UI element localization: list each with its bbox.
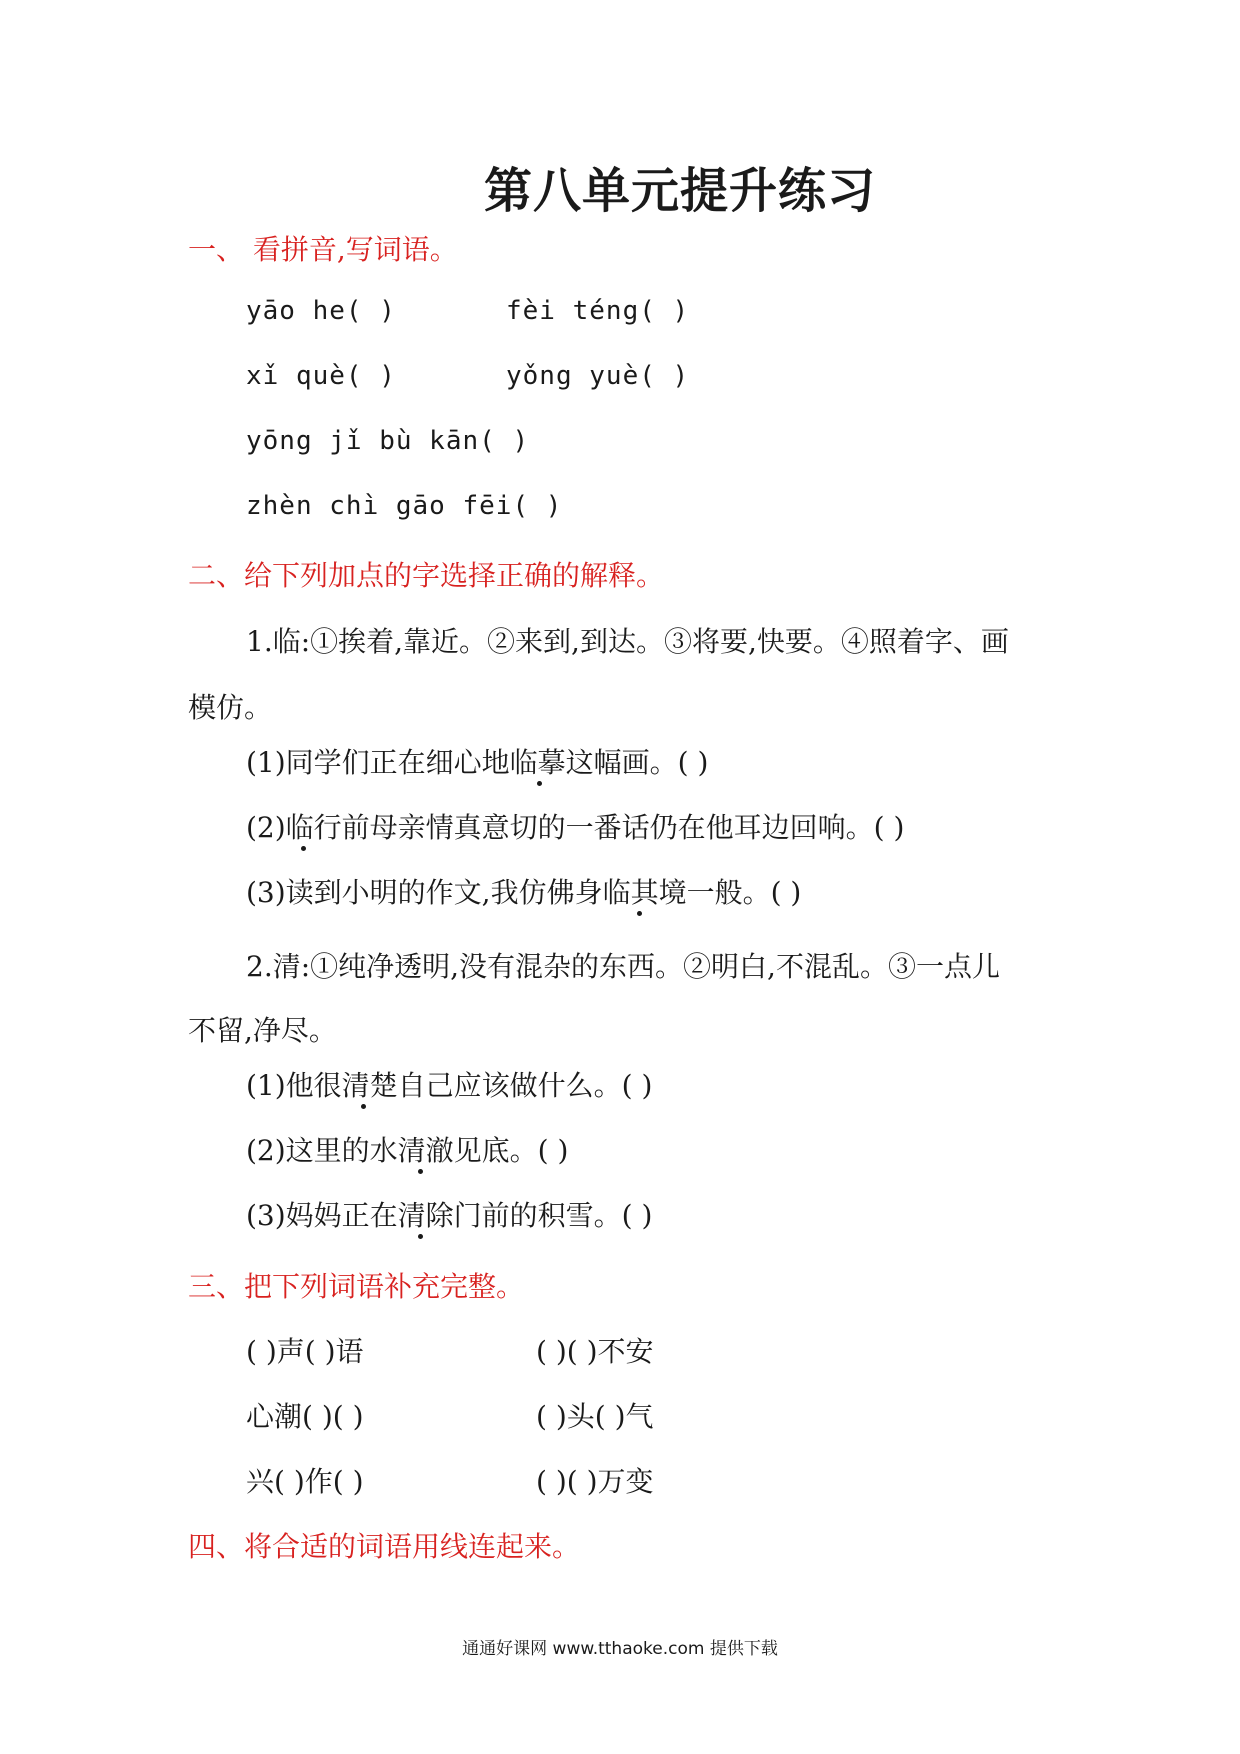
- page-title: 第八单元提升练习: [483, 163, 876, 219]
- definition-line: 模仿。: [188, 691, 273, 724]
- question-item: (1)同学们正在细心地临摹这幅画。( ): [246, 746, 709, 779]
- section-2-heading: 二、给下列加点的字选择正确的解释。: [188, 559, 665, 592]
- section-3-heading: 三、把下列词语补充完整。: [188, 1270, 525, 1303]
- emphasis-dot: [637, 911, 642, 916]
- question-item: (2)这里的水清澈见底。( ): [246, 1134, 569, 1167]
- footer-credit: 通通好课网 www.tthaoke.com 提供下载: [462, 1639, 778, 1659]
- definition-line: 1.临:①挨着,靠近。②来到,到达。③将要,快要。④照着字、画: [246, 625, 1009, 658]
- question-item: (1)他很清楚自己应该做什么。( ): [246, 1069, 653, 1102]
- definition-line: 不留,净尽。: [188, 1014, 337, 1047]
- section-1-heading: 一、 看拼音,写词语。: [188, 233, 458, 266]
- idiom-blank: ( )头( )气: [536, 1400, 654, 1433]
- idiom-blank: 兴( )作( ): [246, 1465, 364, 1498]
- section-4-heading: 四、将合适的词语用线连起来。: [188, 1530, 581, 1563]
- pinyin-item: yǒng yuè( ): [506, 361, 690, 391]
- emphasis-dot: [301, 846, 306, 851]
- idiom-blank: ( )声( )语: [246, 1335, 364, 1368]
- emphasis-dot: [418, 1234, 423, 1239]
- idiom-blank: 心潮( )( ): [246, 1400, 364, 1433]
- question-item: (2)临行前母亲情真意切的一番话仍在他耳边回响。( ): [246, 811, 905, 844]
- definition-line: 2.清:①纯净透明,没有混杂的东西。②明白,不混乱。③一点儿: [246, 950, 1000, 983]
- emphasis-dot: [537, 781, 542, 786]
- pinyin-item: fèi téng( ): [506, 296, 690, 326]
- pinyin-item: xǐ què( ): [246, 361, 396, 391]
- emphasis-dot: [418, 1169, 423, 1174]
- question-item: (3)读到小明的作文,我仿佛身临其境一般。( ): [246, 876, 802, 909]
- question-item: (3)妈妈正在清除门前的积雪。( ): [246, 1199, 653, 1232]
- emphasis-dot: [361, 1104, 366, 1109]
- idiom-blank: ( )( )不安: [536, 1335, 654, 1368]
- pinyin-item: yāo he( ): [246, 296, 396, 326]
- idiom-blank: ( )( )万变: [536, 1465, 654, 1498]
- pinyin-item: zhèn chì gāo fēi( ): [246, 491, 563, 521]
- pinyin-item: yōng jǐ bù kān( ): [246, 426, 530, 456]
